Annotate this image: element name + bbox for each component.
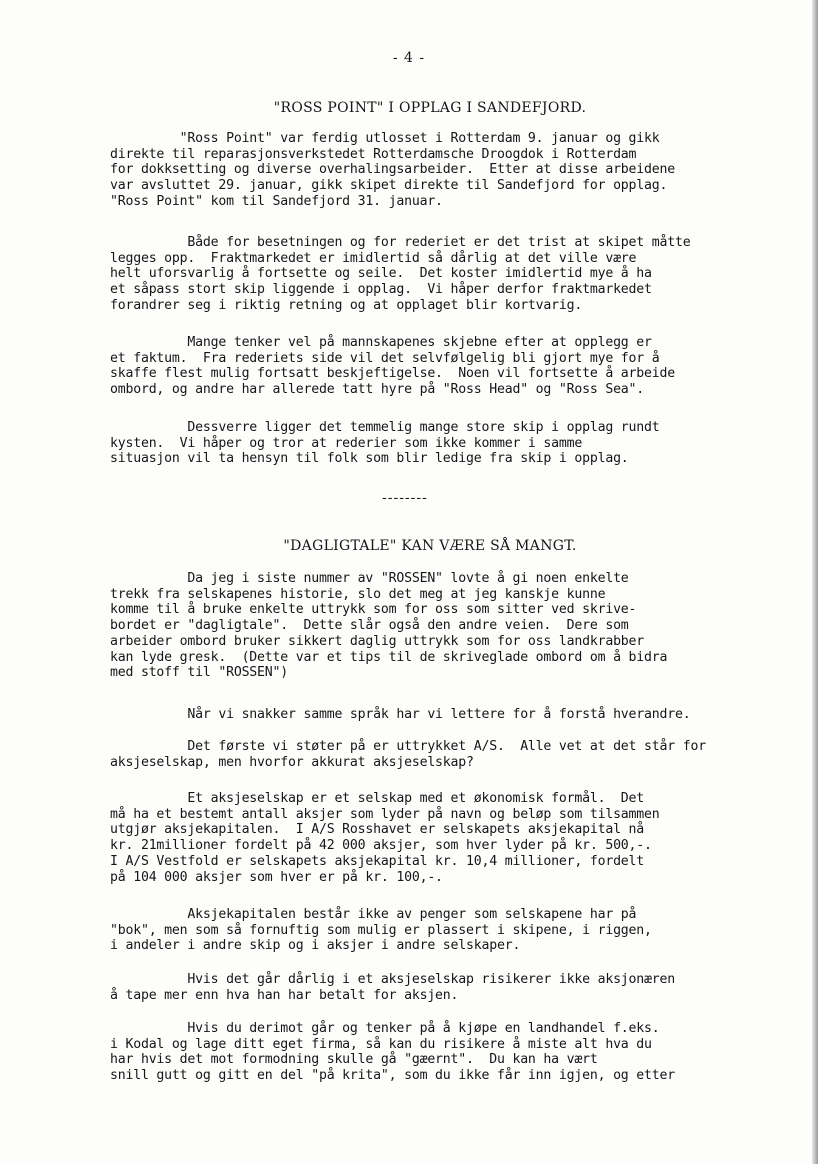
article-1-paragraph-2: Både for besetningen og for rederiet er det trist at skipet måtte legges opp. Fraktmarkedet er imidlertid så dårlig at det ville være helt uforsvarlig å fortsette og seile. Det koster imidlertid mye å ha et såpass stort skip liggende i opplag. Vi håper derfor fraktmarkedet forandrer seg i riktig retning og at opplaget blir kortvarig.	[110, 235, 691, 313]
page-edge-shadow	[812, 0, 818, 1164]
section-divider: --------	[382, 490, 428, 506]
page-number: - 4 -	[392, 50, 426, 66]
article-2-title: "DAGLIGTALE" KAN VÆRE SÅ MANGT.	[283, 538, 577, 554]
article-2-paragraph-3: Det første vi støter på er uttrykket A/S. Alle vet at det står for aksjeselskap, men hvorfor akkurat aksjeselskap?	[110, 739, 706, 770]
article-2-paragraph-7: Hvis du derimot går og tenker på å kjøpe en landhandel f.eks. i Kodal og lage ditt eget firma, så kan du risikere å miste alt hva du har hvis det mot formodning skulle gå "gæernt". Du kan ha vært snill gutt og gitt en del "på krita", som du ikke får inn igjen, og etter	[110, 1021, 675, 1084]
article-1-paragraph-3: Mange tenker vel på mannskapenes skjebne efter at opplegg er et faktum. Fra rederiets side vil det selvfølgelig bli gjort mye for å skaffe flest mulig fortsatt beskjeftigelse. Noen vil fortsette å arbeide ombord, og andre har allerede tatt hyre på "Ross Head" og "Ross Sea".	[110, 335, 675, 398]
article-2-paragraph-2: Når vi snakker samme språk har vi lettere for å forstå hverandre.	[110, 707, 691, 722]
article-2-paragraph-4: Et aksjeselskap er et selskap med et økonomisk formål. Det må ha et bestemt antall aksjer som lyder på navn og beløp som tilsammen utgjør aksjekapitalen. I A/S Rosshavet er selskapets aksjekapital nå kr. 21millioner fordelt på 42 000 aksjer, som hver lyder på kr. 500,-. I A/S Vestfold er selskapets aksjekapital kr. 10,4 millioner, fordelt på 104 000 aksjer som hver er på kr. 100,-.	[110, 791, 660, 885]
article-1-paragraph-1: "Ross Point" var ferdig utlosset i Rotterdam 9. januar og gikk direkte til reparasjonsverkstedet Rotterdamsche Droogdok i Rotterdam for dokksetting og diverse overhalingsarbeider. Etter at disse arbeidene var avsluttet 29. januar, gikk skipet direkte til Sandefjord for opplag. "Ross Point" kom til Sandefjord 31. januar.	[110, 131, 675, 209]
article-1-title: "ROSS POINT" I OPPLAG I SANDEFJORD.	[273, 100, 587, 116]
article-2-paragraph-6: Hvis det går dårlig i et aksjeselskap risikerer ikke aksjonæren å tape mer enn hva han har betalt for aksjen.	[110, 972, 675, 1003]
article-2-paragraph-5: Aksjekapitalen består ikke av penger som selskapene har på "bok", men som så fornuftig som mulig er plassert i skipene, i riggen, i andeler i andre skip og i aksjer i andre selskaper.	[110, 907, 652, 954]
article-1-paragraph-4: Dessverre ligger det temmelig mange store skip i opplag rundt kysten. Vi håper og tror at rederier som ikke kommer i samme situasjon vil ta hensyn til folk som blir ledige fra skip i opplag.	[110, 420, 660, 467]
article-2-paragraph-1: Da jeg i siste nummer av "ROSSEN" lovte å gi noen enkelte trekk fra selskapenes historie, slo det meg at jeg kanskje kunne komme til å bruke enkelte uttrykk som for oss som sitter ved skrive- bordet er "dagligtale". Dette slår også den andre veien. Dere som arbeider ombord bruker sikkert daglig uttrykk som for oss landkrabber kan lyde gresk. (Dette var et tips til de skriveglade ombord om å bidra med stoff til "ROSSEN")	[110, 571, 668, 681]
